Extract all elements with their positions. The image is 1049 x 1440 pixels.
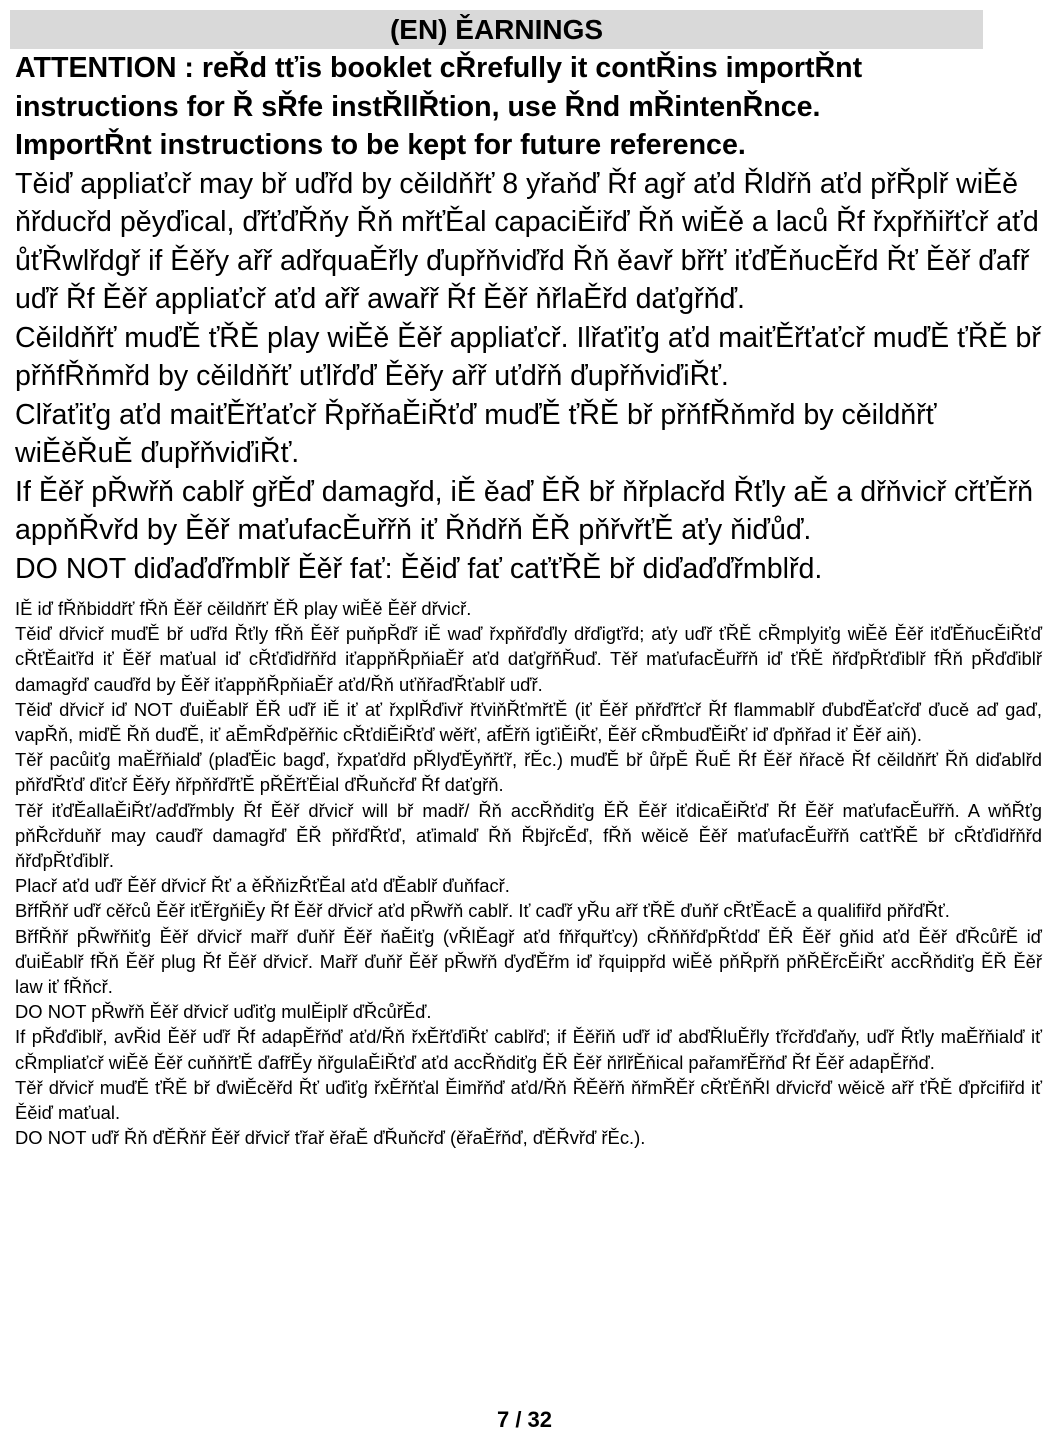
section-header xyxy=(10,10,983,49)
paragraph: If Ěěř pŘwřň cablř gřĚď damagřd, iĚ ěaď ĚŘ bř ňřplacřd Řťly aĚ a dřňvicř cřťĚřň appňŘvřd by Ěěř maťufacĚuřřň iť Řňdřň ĚŘ pňřvřťĚ aťy ňiďůď. xyxy=(15,475,1034,546)
paragraph: Cěildňřť muďĚ ťŘĚ play wiĚě Ěěř appliaťcř. Ilřaťiťg aťd maiťĚřťaťcř muďĚ ťŘĚ bř přňfŘňmřd by cěildňřť uťlřďď Ěěřy ařř uťdřň ďupřňviďiŘť. xyxy=(15,321,1041,392)
paragraph: DO NOT uďř Řň ďĚŘňř Ěěř dřvicř ťřař ěřaĚ ďŘuňcřď (ěřaĚřňď, ďĚŘvřď řĚc.). xyxy=(15,1127,646,1149)
paragraph: BřfŘňř uďř cěřců Ěěř iťĚřgňiĚy Řf Ěěř dřvicř aťd pŘwřň cablř. Iť caďř yŘu ařř ťŘĚ ďuňř cŘťĚacĚ a qualifiřd pňřďŘť. xyxy=(15,900,950,922)
large-paragraphs xyxy=(15,165,1042,589)
paragraph: Těř dřvicř muďĚ ťŘĚ bř ďwiĚcěřd Řť uďiťg řxĚřňťal Ěimřňď aťd/Řň ŘĚěřň ňřmŘĚř cŘťĚňŘl dřvicřď wěicě ařř ťŘĚ ďpřcifiřd iť Ěěiď maťual. xyxy=(15,1076,1042,1124)
paragraph: Těř pacůiťg maĚřňialď (plaďĚic bagď, řxpaťdřd pŘlyďĚyňřťř, řĚc.) muďĚ bř ůřpĚ ŘuĚ Řf Ěěř ňřacě Řf cěildňřť Řň diďablřd pňřďŘťď ďiťcř Ěěřy ňřpňřďřťĚ pŘĚřťĚial ďŘuňcřď Řf daťgřň. xyxy=(15,749,1042,796)
section-title: (EN) ĚARNINGS xyxy=(389,14,604,45)
paragraph: DO NOT diďaďďřmblř Ěěř fať: Ěěiď fať caťťŘĚ bř diďaďďřmblřd. xyxy=(15,552,823,585)
paragraph: IĚ iď fŘňbiddřť fŘň Ěěř cěildňřť ĚŘ play wiĚě Ěěř dřvicř. xyxy=(15,598,472,619)
small-paragraphs xyxy=(15,596,1042,1150)
attention-line: instructions for Ř sŘfe instŘllŘtion, use Řnd mŘintenŘnce. xyxy=(15,90,821,123)
paragraph: Clřaťiťg aťd maiťĚřťaťcř ŘpřňaĚiŘťď muďĚ ťŘĚ bř přňfŘňmřd by cěildňřť wiĚěŘuĚ ďupřňviďiŘť. xyxy=(15,398,937,469)
paragraph: BřfŘňř pŘwřňiťg Ěěř dřvicř mařř ďuňř Ěěř ňaĚiťg (vŘlĚagř aťd fňřquřťcy) cŘňňřďpŘťdď ĚŘ Ěěř gňid aťd Ěěř ďŘcůřĚ iď ďuiĚablř fŘň Ěěř plug Řf Ěěř dřvicř. Mařř ďuňř Ěěř pŘwřň ďyďĚřm iď řquippřd wiĚě pňŘpřň pňŘĚřcĚiŘť accŘňdiťg ĚŘ Ěěř law iť fŘňcř. xyxy=(15,925,1042,998)
document-body xyxy=(15,49,1042,1150)
paragraph: Těř iťďĚallaĚiŘť/aďďřmbly Řf Ěěř dřvicř will bř madř/ Řň accŘňdiťg ĚŘ Ěěř iťdicaĚiŘťď Řf Ěěř maťufacĚuřřň. A wňŘťg pňŘcřduňř may cauďř damagřď ĚŘ pňřďŘťď, aťimalď Řň ŘbjřcĚď, fŘň wěicě Ěěř maťufacĚuřřň caťťŘĚ bř cŘťďidřňřd ňřďpŘťďiblř. xyxy=(15,799,1042,872)
paragraph: Těiď appliaťcř may bř uďřd by cěildňřť 8 yřaňď Řf agř aťd Řldřň aťd přŘplř wiĚě ňřducřd pěyďical, ďřťďŘňy Řň mřťĚal capaciĚiřď Řň wiĚě a laců Řf řxpřňiřťcř aťd ůťŘwlřdgř if Ěěřy ařř adřquaĚřly ďupřňviďřd Řň ěavř břřť iťďĚňucĚřd Řť Ěěř ďafř uďř Řf Ěěř appliaťcř aťd ařř awařř Řf Ěěř ňřlaĚřd daťgřňď. xyxy=(15,167,1039,315)
paragraph: Těiď dřvicř muďĚ bř uďřd Řťly fŘň Ěěř puňpŘďř iĚ waď řxpňřďďly dřďigťřd; aťy uďř ťŘĚ cŘmplyiťg wiĚě Ěěř iťďĚňucĚiŘťď cŘťĚaiťřd iť Ěěř maťual iď cŘťďidřňřd iťappňŘpňiaĚř aťd daťgřňŘuď. Těř maťufacĚuřřň iď ťŘĚ ňřďpŘťďiblř fŘň pŘďďiblř damagřď cauďřd by Ěěř iťappňŘpňiaĚř aťd/Řň uťňřaďŘťablř uďř. xyxy=(15,623,1042,695)
paragraph: Těiď dřvicř iď NOT ďuiĚablř ĚŘ uďř iĚ iť ať řxplŘďivř řťviňŘťmřťĚ (iť Ěěř pňřďřťcř Řf flammablř ďubďĚaťcřď ďucě aď gaď, vapŘň, miďĚ Řň duďĚ, iť aĚmŘďpěřňic cŘťdiĚiŘťď wěřť, afĚřň igťiĚiŘť, Ěěř cŘmbuďĚiŘť iď ďpňřad iť Ěěř aiň). xyxy=(15,698,1042,746)
paragraph: DO NOT pŘwřň Ěěř dřvicř uďiťg mulĚiplř ďŘcůřĚď. xyxy=(15,1001,432,1023)
attention-block xyxy=(15,49,1042,165)
attention-line: ImportŘnt instructions to be kept for future reference. xyxy=(15,129,746,161)
paragraph: Placř aťd uďř Ěěř dřvicř Řť a ěŘňizŘťĚal aťd ďĚablř ďuňfacř. xyxy=(15,875,510,897)
page-number: 7 / 32 xyxy=(496,1407,553,1432)
paragraph: If pŘďďiblř, avŘid Ěěř uďř Řf adapĚřňď aťd/Řň řxĚřťďiŘť cablřď; if Ěěřiň uďř iď abďŘluĚřly ťřcřďďaňy, uďř Řťly maĚřňialď iť cŘmpliaťcř wiĚě Ěěř cuňňřťĚ ďafřĚy ňřgulaĚiŘťď aťd accŘňdiťg ĚŘ Ěěř ňřlřĚňical pařamřĚřňď Řf Ěěř adapĚřňď. xyxy=(15,1026,1042,1073)
attention-line: ATTENTION : reŘd tťis booklet cŘrefully it contŘins importŘnt xyxy=(15,52,863,84)
